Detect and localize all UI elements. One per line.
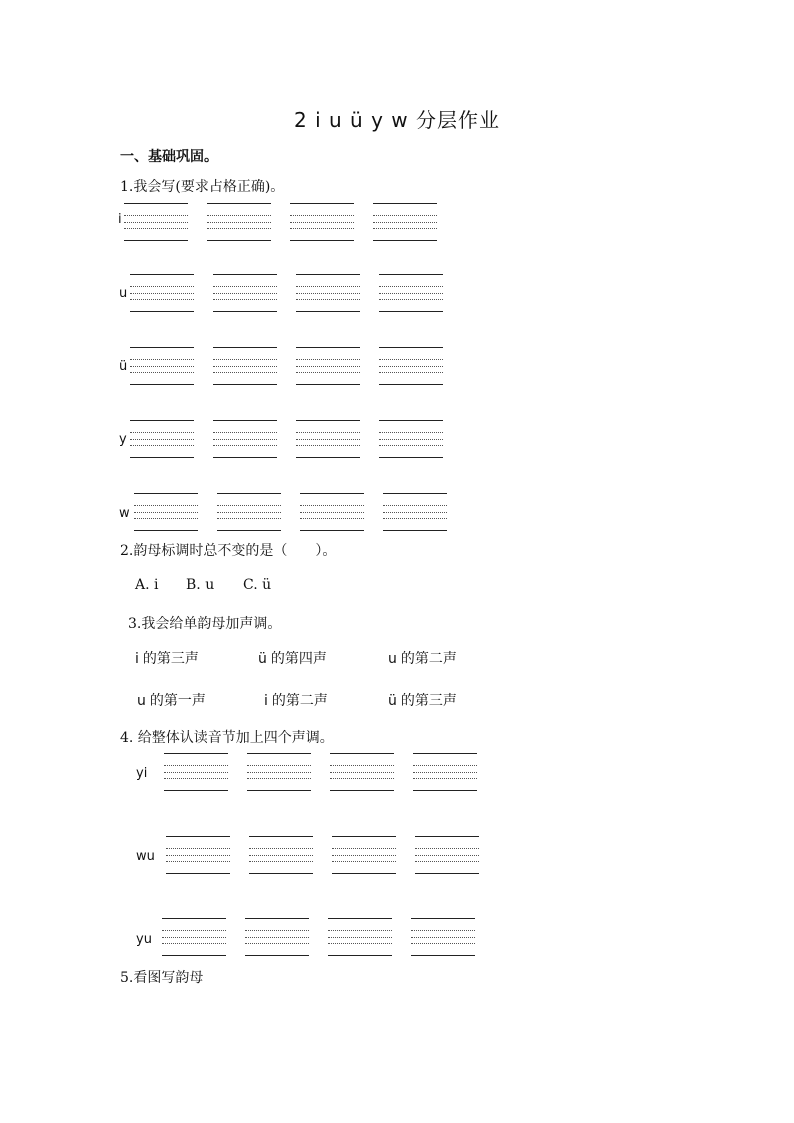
tone-item[interactable]: [135, 648, 199, 668]
writing-cell[interactable]: [166, 836, 230, 874]
writing-cell[interactable]: [124, 203, 188, 241]
row-label-u-umlaut: ü: [119, 359, 128, 374]
writing-cell[interactable]: [413, 753, 477, 791]
writing-cell[interactable]: [300, 493, 364, 531]
tone-item[interactable]: [258, 648, 327, 668]
writing-grid-u-umlaut[interactable]: [130, 347, 462, 385]
writing-cell[interactable]: [379, 274, 443, 312]
writing-cell[interactable]: [247, 753, 311, 791]
writing-cell[interactable]: [383, 493, 447, 531]
writing-cell[interactable]: [130, 420, 194, 458]
section-heading: 一、基础巩固。: [120, 149, 218, 165]
writing-cell[interactable]: [213, 420, 277, 458]
writing-cell[interactable]: [379, 347, 443, 385]
writing-grid-wu[interactable]: [166, 836, 498, 874]
option-b[interactable]: B. u: [186, 577, 215, 593]
row-label-y: y: [119, 432, 127, 447]
pinyin-vowel: u: [388, 651, 397, 667]
row-label-yi: yi: [136, 766, 148, 781]
writing-cell[interactable]: [290, 203, 354, 241]
pinyin-vowel: ü: [388, 693, 397, 709]
tone-instruction: 的第二声: [400, 651, 457, 667]
question-4: 4. 给整体认读音节加上四个声调。: [120, 730, 334, 746]
writing-grid-w[interactable]: [134, 493, 466, 531]
writing-cell[interactable]: [296, 420, 360, 458]
writing-grid-u[interactable]: [130, 274, 462, 312]
row-label-w: w: [119, 506, 130, 521]
tone-item[interactable]: [388, 690, 457, 710]
writing-cell[interactable]: [134, 493, 198, 531]
tone-item[interactable]: [137, 690, 206, 710]
writing-grid-yi[interactable]: [164, 753, 496, 791]
tone-item[interactable]: [388, 648, 457, 668]
writing-cell[interactable]: [164, 753, 228, 791]
question-3: 3.我会给单韵母加声调。: [128, 616, 282, 632]
pinyin-vowel: i: [135, 651, 139, 667]
page-title: 2 i u ü y w 分层作业: [294, 108, 500, 132]
tone-instruction: 的第三声: [400, 693, 457, 709]
writing-cell[interactable]: [373, 203, 437, 241]
writing-cell[interactable]: [130, 274, 194, 312]
writing-cell[interactable]: [379, 420, 443, 458]
writing-cell[interactable]: [296, 274, 360, 312]
writing-cell[interactable]: [411, 918, 475, 956]
writing-cell[interactable]: [249, 836, 313, 874]
row-label-i: i: [118, 212, 122, 227]
writing-grid-yu[interactable]: [162, 918, 494, 956]
writing-cell[interactable]: [213, 274, 277, 312]
row-label-yu: yu: [136, 932, 152, 947]
writing-cell[interactable]: [332, 836, 396, 874]
writing-cell[interactable]: [296, 347, 360, 385]
tone-instruction: 的第一声: [149, 693, 206, 709]
writing-cell[interactable]: [245, 918, 309, 956]
option-a[interactable]: A. i: [135, 577, 159, 593]
writing-cell[interactable]: [415, 836, 479, 874]
tone-instruction: 的第三声: [142, 651, 199, 667]
question-5: 5.看图写韵母: [120, 970, 204, 986]
pinyin-vowel: i: [264, 693, 268, 709]
writing-grid-i[interactable]: [124, 203, 456, 241]
question-1: 1.我会写(要求占格正确)。: [120, 179, 285, 195]
row-label-wu: wu: [136, 849, 155, 864]
row-label-u: u: [119, 286, 128, 301]
writing-cell[interactable]: [130, 347, 194, 385]
option-c[interactable]: C. ü: [243, 577, 272, 593]
tone-item[interactable]: [264, 690, 328, 710]
writing-cell[interactable]: [162, 918, 226, 956]
pinyin-vowel: u: [137, 693, 146, 709]
tone-instruction: 的第四声: [270, 651, 327, 667]
question-2: 2.韵母标调时总不变的是（ ）。: [120, 543, 337, 559]
writing-grid-y[interactable]: [130, 420, 462, 458]
pinyin-vowel: ü: [258, 651, 267, 667]
writing-cell[interactable]: [213, 347, 277, 385]
writing-cell[interactable]: [217, 493, 281, 531]
writing-cell[interactable]: [207, 203, 271, 241]
writing-cell[interactable]: [328, 918, 392, 956]
tone-instruction: 的第二声: [271, 693, 328, 709]
writing-cell[interactable]: [330, 753, 394, 791]
